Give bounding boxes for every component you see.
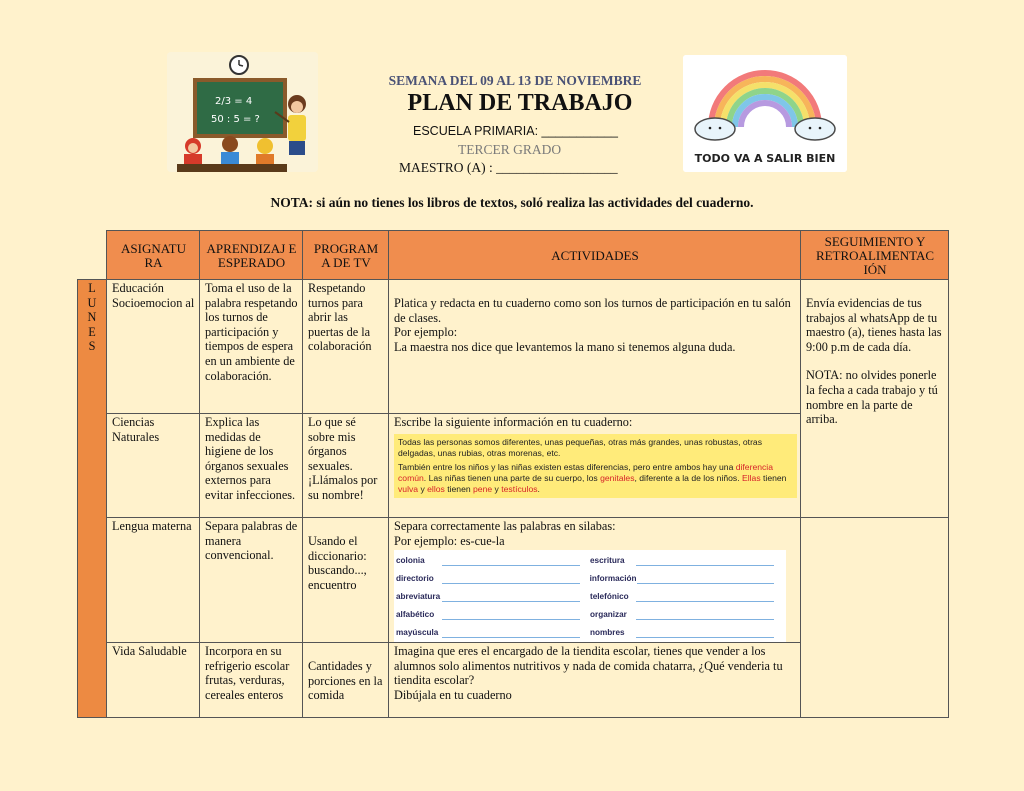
plan-table	[77, 230, 949, 718]
day-letter: E	[88, 324, 96, 339]
school-field: ESCUELA PRIMARIA: ___________	[413, 124, 618, 138]
answer-line	[442, 575, 579, 584]
highlight-word: ellos	[427, 483, 445, 494]
cell-actividades	[389, 280, 801, 414]
rainbow-illustration	[683, 55, 847, 172]
syllable-word: escritura	[590, 555, 625, 565]
answer-line	[442, 611, 580, 620]
answer-line	[442, 593, 580, 602]
activity-line: Dibújala en tu cuaderno	[394, 687, 512, 702]
cell-aprendizaje: Explica las medidas de higiene de los órganos sexuales externos para evitar infecciones.	[200, 414, 303, 518]
answer-line	[636, 557, 774, 566]
day-letter: N	[87, 310, 97, 325]
highlight-word: vulva	[398, 483, 419, 494]
syllable-word: colonia	[396, 555, 425, 565]
rainbow-caption: TODO VA A SALIR BIEN	[694, 152, 836, 165]
day-letter: L	[88, 281, 96, 295]
syllable-row	[396, 552, 784, 570]
classroom-illustration	[167, 52, 318, 172]
answer-line	[637, 575, 774, 584]
answer-line	[636, 611, 774, 620]
activity-line: Por ejemplo:	[394, 325, 458, 340]
corner-cell	[78, 231, 107, 280]
seguimiento-text-2: NOTA: no olvides ponerle la fecha a cada trabajo y tú nombre en la parte de arriba.	[806, 368, 938, 427]
header-seguimiento: SEGUIMIENTO Y RETROALIMENTAC IÓN	[801, 231, 949, 280]
cell-seguimiento-empty	[801, 518, 949, 718]
highlight-word: pene	[473, 483, 493, 494]
grade-label: TERCER GRADO	[458, 142, 562, 157]
day-letter: U	[87, 295, 97, 310]
header-actividades: ACTIVIDADES	[389, 231, 801, 280]
header-programa: PROGRAM A DE TV	[303, 231, 389, 280]
cell-seguimiento	[801, 280, 949, 518]
activity-line: Platica y redacta en tu cuaderno como son los turnos de participación en tu salón de clases.	[394, 296, 791, 325]
cell-actividades	[389, 643, 801, 718]
table-row	[78, 280, 949, 414]
syllable-word: telefónico	[590, 591, 629, 601]
activity-line: Imagina que eres el encargado de la tiendita escolar, tienes que vender a los alumnos solo alimentos nutritivos y nada de comida chatarra, ¿Qué venderia tu tiendita escolar?	[394, 644, 783, 688]
syllable-word: mayúscula	[396, 627, 439, 637]
syllable-row	[396, 588, 784, 606]
highlight-word: testículos	[501, 483, 538, 494]
classroom-picture	[167, 52, 318, 172]
teacher-field: MAESTRO (A) : __________________	[399, 160, 618, 175]
cell-actividades	[389, 518, 801, 643]
syllable-word: información	[589, 573, 637, 583]
activity-line: La maestra nos dice que levantemos la mano si tenemos alguna duda.	[394, 339, 736, 354]
text-span: tienen	[760, 472, 787, 483]
answer-line	[442, 629, 580, 638]
highlight-word: Ellas	[742, 472, 761, 483]
cell-aprendizaje: Toma el uso de la palabra respetando los turnos de participación y tiempos de espera en un ambiente de colaboración.	[200, 280, 303, 414]
syllable-row	[396, 606, 784, 624]
seguimiento-text-1: Envía evidencias de tus trabajos al whatsApp de tu maestro (a), tienes hasta las 9:00 p.m de cada día.	[806, 296, 942, 354]
board-text-1: 2/3 = 4	[215, 96, 253, 107]
board-text-2: 50 : 5 = ?	[211, 114, 260, 125]
cell-aprendizaje: Incorpora en su refrigerio escolar frutas, verduras, cereales enteros	[200, 643, 303, 718]
syllable-word: abreviatura	[396, 591, 441, 601]
rainbow-picture	[683, 55, 847, 172]
header-row	[78, 231, 949, 280]
table-row	[78, 518, 949, 643]
text-span: y	[418, 483, 428, 494]
week-range: SEMANA DEL 09 AL 13 DE NOVIEMBRE	[388, 73, 642, 88]
text-span: También entre los niños y las niñas existen estas diferencias, pero entre ambos hay una	[398, 461, 736, 472]
text-span: tienen	[444, 483, 474, 494]
highlight-paragraph-2	[398, 462, 793, 495]
day-cell	[78, 280, 107, 718]
answer-line	[636, 629, 774, 638]
text-span: . Las niñas tienen una parte de su cuerpo, los	[423, 472, 601, 483]
day-letter: S	[88, 339, 96, 354]
syllable-exercise	[394, 550, 786, 642]
cell-aprendizaje: Separa palabras de manera convencional.	[200, 518, 303, 643]
syllable-word: directorio	[396, 573, 434, 583]
answer-line	[636, 593, 774, 602]
cell-asignatura: Vida Saludable	[107, 643, 200, 718]
page-title: PLAN DE TRABAJO	[407, 90, 633, 116]
text-span: .	[537, 483, 540, 494]
text-span: , diferente a la de los niños.	[634, 472, 742, 483]
highlight-box	[394, 434, 797, 498]
syllable-word: organizar	[590, 609, 627, 619]
cell-actividades	[389, 414, 801, 518]
syllable-row	[396, 570, 784, 588]
header-asignatura: ASIGNATU RA	[107, 231, 200, 280]
syllable-row	[396, 624, 784, 642]
cell-programa: Usando el diccionario: buscando..., encuentro	[303, 518, 389, 643]
syllable-word: alfabético	[396, 609, 435, 619]
cell-programa: Lo que sé sobre mis órganos sexuales. ¡Llámalos por su nombre!	[303, 414, 389, 518]
cell-asignatura: Lengua materna	[107, 518, 200, 643]
cell-asignatura: Ciencias Naturales	[107, 414, 200, 518]
activity-line: Escribe la siguiente información en tu cuaderno:	[394, 415, 633, 429]
cell-programa: Respetando turnos para abrir las puertas de la colaboración	[303, 280, 389, 414]
note-text: NOTA: si aún no tienes los libros de textos, soló realiza las actividades del cuaderno.	[270, 195, 754, 210]
highlight-word: diferencia común	[398, 461, 773, 483]
text-span: y	[492, 483, 502, 494]
header-aprendizaje: APRENDIZAJ E ESPERADO	[200, 231, 303, 280]
activity-line: Separa correctamente las palabras en silabas:	[394, 519, 616, 533]
highlight-word: genitales	[600, 472, 635, 483]
cell-asignatura: Educación Socioemocion al	[107, 280, 200, 414]
answer-line	[442, 557, 580, 566]
syllable-word: nombres	[590, 627, 625, 637]
activity-line: Por ejemplo: es-cue-la	[394, 533, 505, 548]
cell-programa: Cantidades y porciones en la comida	[303, 643, 389, 718]
highlight-paragraph-1: Todas las personas somos diferentes, unas pequeñas, otras más grandes, unas robustas, otras delgadas, unas rubias, otras morenas, etc.	[398, 436, 763, 458]
